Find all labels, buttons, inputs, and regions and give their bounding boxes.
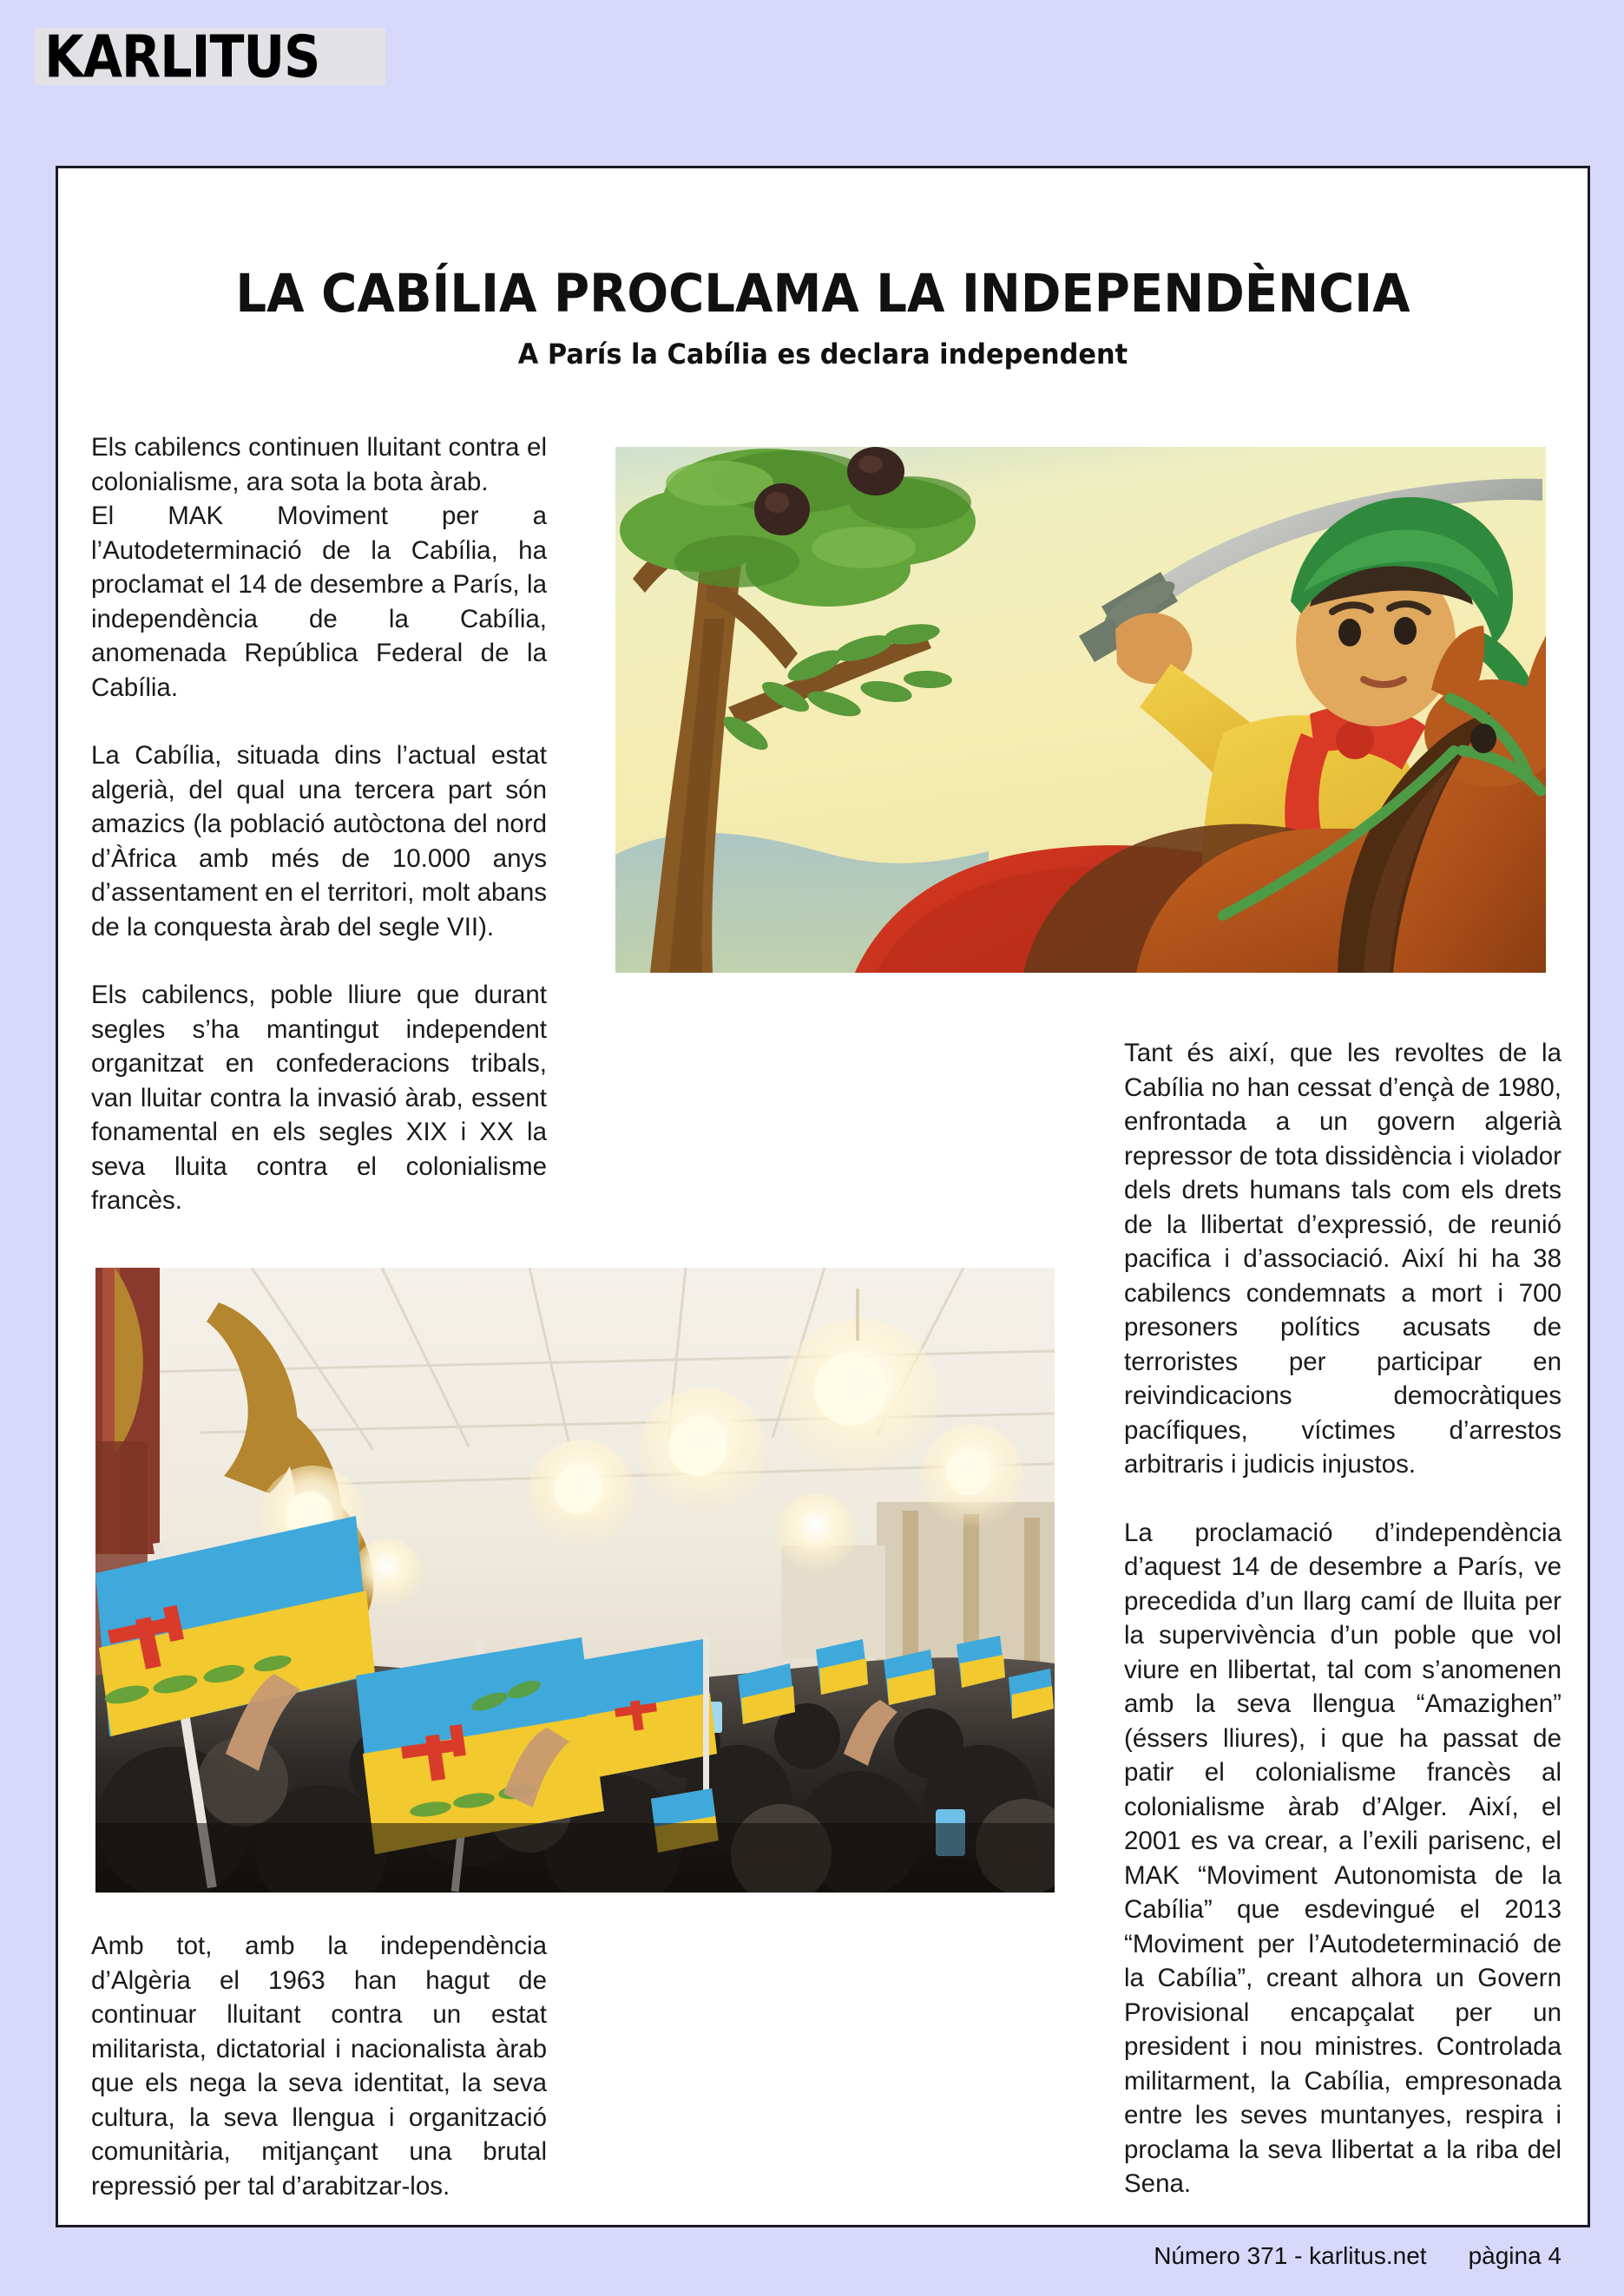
issue-label: Número 371 - karlitus.net	[1154, 2242, 1427, 2269]
paris-declaration-rally-photo	[95, 1268, 1055, 1893]
right-column	[1124, 1036, 1562, 2201]
left-column-bottom	[91, 1929, 547, 2203]
page-title: LA CABÍLIA PROCLAMA LA INDEPENDÈNCIA	[235, 263, 1410, 325]
page-number-label: pàgina 4	[1468, 2242, 1562, 2269]
masthead-title: KARLITUS	[44, 23, 320, 90]
paragraph: Els cabilencs, poble lliure que durant segles s’ha mantingut independent organitzat en confederacions tribals, van lluitar contra la invasió àrab, essent fonamental en els segles XIX i XX la seva lluita contra el colonialisme francès.	[91, 981, 547, 1215]
paragraph: Tant és així, que les revoltes de la Cabília no han cessat d’ençà de 1980, enfrontada a un govern algerià repressor de tota dissidència i violador dels drets humans tals com els drets de la llibertat d’expressió, de reunió pacifica i d’associació. Així hi ha 38 cabilencs condemnats a mort i 700 presoners polítics acusats de terroristes per participar en reivindicacions democràtiques pacífiques, víctimes d’arrestos arbitraris i judicis injustos.	[1124, 1039, 1562, 1479]
article-page-card	[56, 166, 1590, 2227]
page-footer	[0, 2239, 1624, 2273]
paragraph: La proclamació d’independència d’aquest 14 de desembre a París, ve precedida d’un llarg camí de lluita per la supervivència d’un poble que vol viure en llibertat, tal com s’anomenen amb la seva llengua “Amazighen” (éssers lliures), i que ha passat de patir el colonialisme francès al colonialisme àrab d’Alger. Així, el 2001 es va crear, a l’exili parisenc, el MAK “Moviment Autonomista de la Cabília” que esdevingué el 2013 “Moviment per l’Autodeterminació de la Cabília”, creant alhora un Govern Provisional encapçalat per un president i nou ministres. Controlada militarment, la Cabília, empresonada entre les seves muntanyes, respira i proclama la seva llibertat a la riba del Sena.	[1124, 1518, 1562, 2198]
paragraph: El MAK Moviment per a l’Autodeterminació de la Cabília, ha proclamat el 14 de desembre a París, la independència de la Cabília, anomenada República Federal de la Cabília.	[91, 502, 547, 702]
paragraph: La Cabília, situada dins l’actual estat algerià, del qual una tercera part són amazics (la població autòctona del nord d’Àfrica amb més de 10.000 anys d’assentament en el territori, molt abans de la conquesta àrab del segle VII).	[91, 741, 547, 941]
paragraph: Amb tot, amb la independència d’Algèria el 1963 han hagut de continuar lluitant contra un estat militarista, dictatorial i nacionalista àrab que els nega la seva identitat, la seva cultura, la seva llengua i organització comunitària, mitjançant una brutal repressió per tal d’arabitzar-los.	[91, 1932, 547, 2201]
page-subtitle: A París la Cabília es declara independent	[517, 338, 1128, 371]
masthead	[35, 23, 385, 90]
left-column-top	[91, 430, 547, 1218]
kabyle-warrior-on-horseback-illustration	[615, 447, 1546, 973]
paragraph: Els cabilencs continuen lluitant contra el colonialisme, ara sota la bota àrab.	[91, 433, 547, 496]
